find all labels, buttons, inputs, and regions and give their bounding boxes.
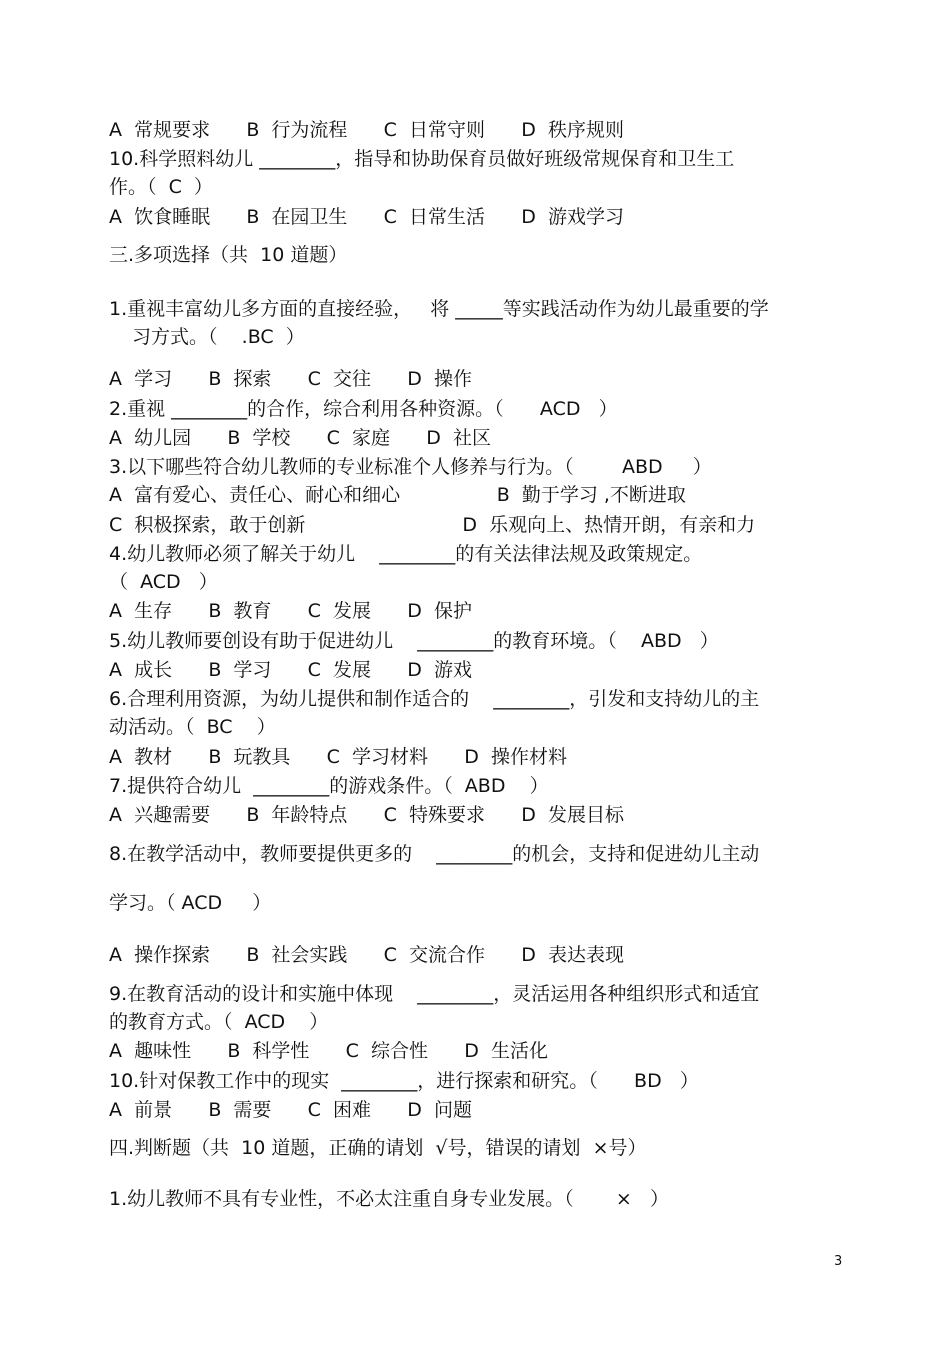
options-line: A 成长 B 学习 C 发展 D 游戏 — [109, 659, 472, 681]
question-line: 5.幼儿教师要创设有助于促进幼儿 ________的教育环境。（ ABD ） — [109, 630, 719, 652]
answer-line: 学习。（ ACD ） — [109, 892, 272, 914]
question-line: 2.重视 ________的合作，综合利用各种资源。（ ACD ） — [109, 398, 618, 420]
options-line: A 富有爱心、责任心、耐心和细心 B 勤于学习 ,不断进取 — [109, 484, 686, 506]
options-line: A 趣味性 B 科学性 C 综合性 D 生活化 — [109, 1040, 548, 1062]
section-heading: 四.判断题（共 10 道题，正确的请划 √号，错误的请划 ×号） — [109, 1137, 647, 1159]
answer-line: 动活动。（ BC ） — [109, 716, 276, 738]
question-line: 3.以下哪些符合幼儿教师的专业标准个人修养与行为。（ ABD ） — [109, 456, 712, 478]
question-line: 6.合理利用资源，为幼儿提供和制作适合的 ________，引发和支持幼儿的主 — [109, 688, 760, 710]
page-number: 3 — [834, 1254, 843, 1269]
question-line: 8.在教学活动中，教师要提供更多的 ________的机会，支持和促进幼儿主动 — [109, 843, 760, 865]
options-line: A 幼儿园 B 学校 C 家庭 D 社区 — [109, 427, 491, 449]
section-heading: 三.多项选择（共 10 道题） — [109, 244, 348, 266]
question-line: 7.提供符合幼儿 ________的游戏条件。（ ABD ） — [109, 775, 549, 797]
options-line: A 饮食睡眠 B 在园卫生 C 日常生活 D 游戏学习 — [109, 206, 624, 228]
answer-line: 习方式。（ .BC ） — [132, 326, 305, 348]
options-line: A 教材 B 玩教具 C 学习材料 D 操作材料 — [109, 746, 567, 768]
question-line: 9.在教育活动的设计和实施中体现 ________，灵活运用各种组织形式和适宜 — [109, 983, 760, 1005]
options-line: A 操作探索 B 社会实践 C 交流合作 D 表达表现 — [109, 944, 624, 966]
options-line: A 常规要求 B 行为流程 C 日常守则 D 秩序规则 — [109, 119, 624, 141]
question-line: 10.科学照料幼儿 ________，指导和协助保育员做好班级常规保育和卫生工 — [109, 148, 735, 170]
question-line: 1.幼儿教师不具有专业性，不必太注重自身专业发展。（ × ） — [109, 1188, 669, 1210]
question-line: 1.重视丰富幼儿多方面的直接经验， 将 _____等实践活动作为幼儿最重要的学 — [109, 298, 769, 320]
answer-line: （ ACD ） — [109, 571, 218, 593]
options-line: A 前景 B 需要 C 困难 D 问题 — [109, 1099, 472, 1121]
options-line: C 积极探索，敢于创新 D 乐观向上、热情开朗，有亲和力 — [109, 514, 756, 536]
answer-line: 的教育方式。（ ACD ） — [109, 1011, 329, 1033]
options-line: A 学习 B 探索 C 交往 D 操作 — [109, 368, 472, 390]
question-line: 10.针对保教工作中的现实 ________，进行探索和研究。（ BD ） — [109, 1070, 699, 1092]
options-line: A 兴趣需要 B 年龄特点 C 特殊要求 D 发展目标 — [109, 804, 624, 826]
question-line: 4.幼儿教师必须了解关于幼儿 ________的有关法律法规及政策规定。 — [109, 543, 703, 565]
options-line: A 生存 B 教育 C 发展 D 保护 — [109, 600, 472, 622]
answer-line: 作。（ C ） — [109, 176, 213, 198]
